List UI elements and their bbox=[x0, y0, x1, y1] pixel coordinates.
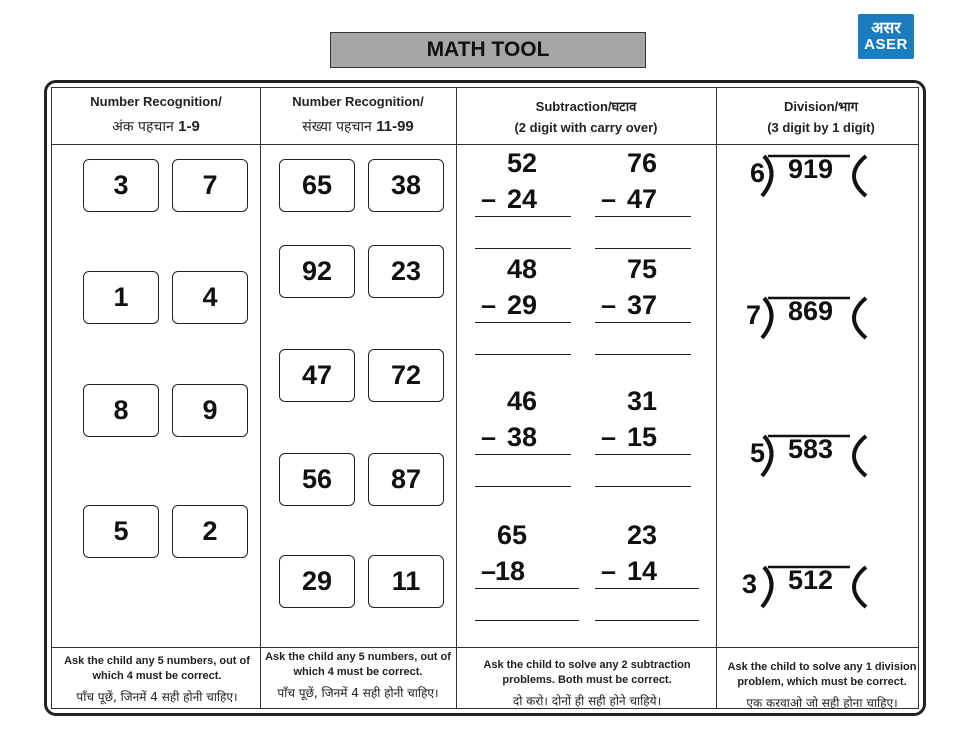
column-divider bbox=[260, 88, 261, 708]
header-en: Number Recognition/ bbox=[90, 94, 222, 109]
number-box: 1 bbox=[83, 271, 159, 324]
header-en: Number Recognition/ bbox=[292, 94, 424, 109]
number-box: 38 bbox=[368, 159, 444, 212]
header-subtraction bbox=[456, 97, 716, 135]
column-divider bbox=[716, 88, 717, 708]
number-box: 87 bbox=[368, 453, 444, 506]
number-box: 2 bbox=[172, 505, 248, 558]
header-divider bbox=[52, 144, 918, 145]
division-problem: 7 869 bbox=[746, 294, 866, 344]
footer-divider bbox=[52, 647, 918, 648]
header-sub: (3 digit by 1 digit) bbox=[767, 120, 875, 135]
header-sub: (2 digit with carry over) bbox=[514, 120, 658, 135]
number-box: 3 bbox=[83, 159, 159, 212]
number-box: 29 bbox=[279, 555, 355, 608]
footer-instruction: Ask the child to solve any 1 division problem, which must be correct. एक करवाओ जो सही होना चाहिए। bbox=[727, 661, 917, 710]
header-division bbox=[716, 97, 926, 135]
number-box: 92 bbox=[279, 245, 355, 298]
logo-hindi: असर bbox=[871, 18, 901, 38]
header-en: Division/भाग bbox=[783, 99, 858, 114]
header-hi: अंक पहचान 1-9 bbox=[112, 118, 200, 135]
number-box: 8 bbox=[83, 384, 159, 437]
number-box: 65 bbox=[279, 159, 355, 212]
division-problem: 3 512 bbox=[742, 563, 862, 613]
number-box: 7 bbox=[172, 159, 248, 212]
number-box: 56 bbox=[279, 453, 355, 506]
number-box: 11 bbox=[368, 555, 444, 608]
header-number-recognition-1-9 bbox=[52, 94, 260, 136]
number-box: 4 bbox=[172, 271, 248, 324]
number-box: 23 bbox=[368, 245, 444, 298]
footer-instruction: Ask the child to solve any 2 subtraction problems. Both must be correct. दो करो। दोनों ही सही होने चाहिये। bbox=[483, 659, 691, 708]
number-box: 72 bbox=[368, 349, 444, 402]
footer-instruction: Ask the child any 5 numbers, out of which 4 must be correct. पाँच पूछें, जिनमें 4 सही होनी चाहिए। bbox=[265, 651, 451, 700]
number-box: 47 bbox=[279, 349, 355, 402]
division-problem: 5 583 bbox=[750, 432, 870, 482]
logo-english: ASER bbox=[864, 36, 908, 54]
header-number-recognition-11-99 bbox=[260, 94, 456, 136]
division-problem: 6 919 bbox=[750, 152, 870, 202]
page-title: MATH TOOL bbox=[330, 32, 646, 68]
math-tool-table bbox=[44, 80, 926, 716]
number-box: 5 bbox=[83, 505, 159, 558]
footer-instruction: Ask the child any 5 numbers, out of which 4 must be correct. पाँच पूछें, जिनमें 4 सही होनी चाहिए। bbox=[64, 655, 250, 704]
aser-logo bbox=[858, 14, 914, 59]
header-hi: संख्या पहचान 11-99 bbox=[302, 118, 414, 135]
number-box: 9 bbox=[172, 384, 248, 437]
table-inner: Number Recognition/ अंक पहचान 1-9 Number Recognition/ संख्या पहचान 11-99 Subtraction/घटाव (2 digit with carry over) Division/भाग (3 digit by 1 digit) 3 7 1 4 8 9 5 2 65 38 92 23 47 72 56 87 29 11 52 – 24 76 – 47 48 – 29 75 – 37 46 – 38 31 – 15 65 – 18 23 – 14 6 919 7 869 5 583 3 512 Ask the child any 5 numbers, out of which 4 must be correct. पाँच पूछें, जिनमें 4 सही होनी चाहिए। Ask the child any 5 numbers, out of which 4 must be correct. पाँच पूछें, जिनमें 4 सही होनी चाहिए। Ask the child to solve any 2 subtraction problems. Both must be correct. दो करो। दोनों ही सही होने चाहिये। Ask the child to solve any 1 division problem, which must be correct. एक करवाओ जो सही होना चाहिए। bbox=[51, 87, 919, 709]
column-divider bbox=[456, 88, 457, 708]
header-en: Subtraction/घटाव bbox=[535, 99, 637, 114]
